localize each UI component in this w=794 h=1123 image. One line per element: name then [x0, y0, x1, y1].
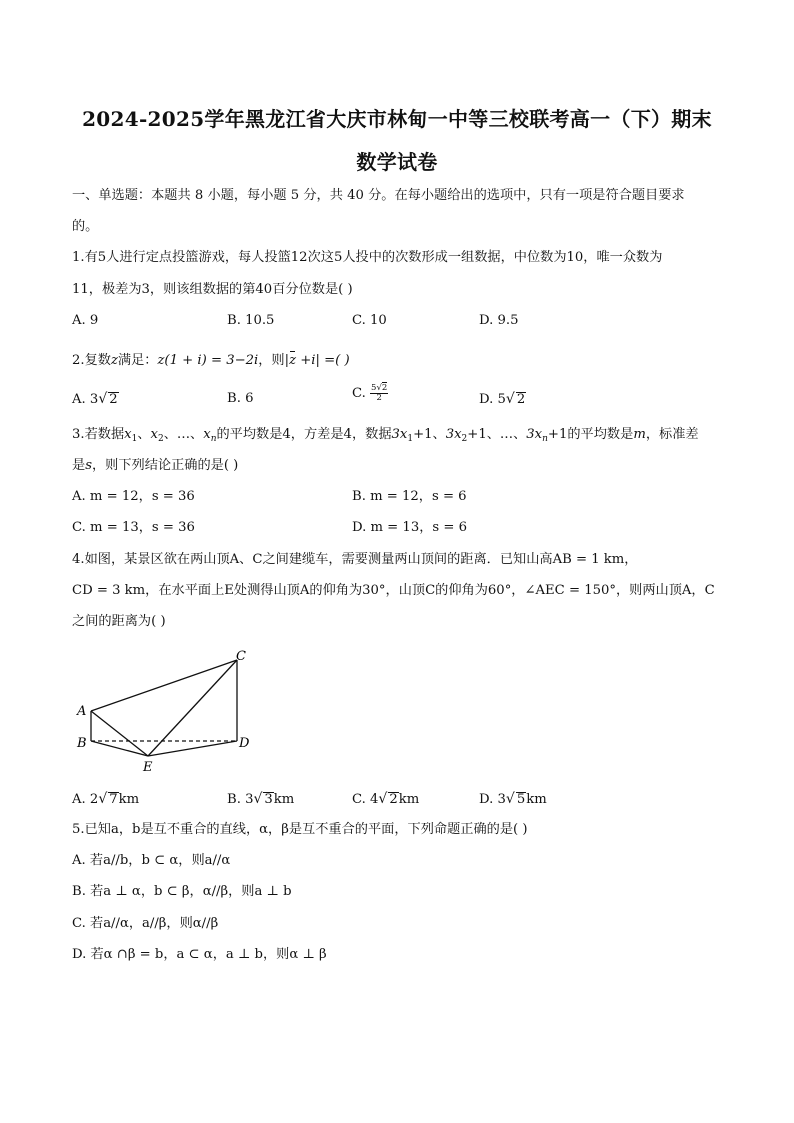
q3-expr: 3x: [445, 427, 462, 442]
q5-option-c: C. 若a//α，a//β，则α//β: [72, 916, 219, 931]
q1-option-d: D. 9.5: [479, 313, 519, 328]
q4-option-a-radicand: 7: [109, 792, 118, 807]
q1-stem-line2: 11，极差为3，则该组数据的第40百分位数是( ): [72, 282, 353, 297]
segment-ae: [91, 711, 148, 756]
q4-option-a: [72, 790, 139, 809]
label-d: D: [239, 736, 250, 751]
q2-mid: 满足：: [117, 353, 158, 368]
q4-option-b-unit: km: [273, 792, 295, 807]
q1-option-b: B. 10.5: [227, 313, 275, 328]
q4-option-c-unit: km: [398, 792, 420, 807]
sqrt-sign: √: [505, 791, 515, 807]
sqrt-sign: √: [376, 383, 382, 393]
q2-option-c-label: C.: [352, 386, 371, 401]
q3-option-a: A. m = 12，s = 36: [72, 489, 195, 504]
sqrt-sign: √: [378, 791, 388, 807]
q2-var: z: [110, 353, 118, 368]
frac-radicand: 2: [381, 383, 388, 393]
section-heading: 一、单选题：本题共 8 小题，每小题 5 分，共 40 分。在每小题给出的选项中，只有一项是符合题目要求: [72, 188, 685, 203]
q4-option-b: [227, 790, 294, 809]
exam-title-line1: 2024-2025学年黑龙江省大庆市林甸一中等三校联考高一（下）期末: [82, 107, 712, 131]
q3-text: ，则下列结论正确的是( ): [91, 458, 239, 473]
q4-option-d-label: D. 3: [479, 792, 506, 807]
q2-stem: [72, 352, 350, 370]
q3-stem-line1: [72, 426, 699, 448]
q3-text: 的平均数是4，方差是4，数据: [216, 427, 392, 442]
q4-option-d: [479, 790, 547, 809]
q2-option-a-label: A. 3: [72, 392, 99, 407]
q3-expr: +1、…、: [467, 427, 527, 442]
exam-title-line2: 数学试卷: [356, 150, 438, 174]
frac-denominator: 2: [376, 393, 382, 403]
q3-option-b: B. m = 12，s = 6: [352, 489, 467, 504]
sqrt-sign: √: [253, 791, 263, 807]
q3-sub: 1: [407, 434, 414, 444]
q2-option-a: [72, 390, 119, 409]
sqrt-sign: √: [98, 791, 108, 807]
q3-text: 是: [72, 458, 86, 473]
q3-text: 3.若数据: [72, 427, 125, 442]
q3-text: ，标准差: [645, 427, 699, 442]
sqrt-sign: √: [98, 391, 108, 407]
q1-option-c: C. 10: [352, 313, 387, 328]
q3-sep: 、: [137, 427, 151, 442]
label-e: E: [143, 760, 153, 775]
q1-stem-line1: 1.有5人进行定点投篮游戏，每人投篮12次这5人投中的次数形成一组数据，中位数为10，唯一众数为: [72, 250, 663, 265]
q3-expr: 3x: [526, 427, 543, 442]
q3-option-d: D. m = 13，s = 6: [352, 520, 467, 535]
q2-option-d: [479, 390, 526, 409]
q3-expr: 3x: [391, 427, 408, 442]
q3-x: x: [150, 427, 158, 442]
q2-option-d-label: D. 5: [479, 392, 506, 407]
q2-prefix: 2.复数: [72, 353, 111, 368]
q4-option-a-label: A. 2: [72, 792, 99, 807]
q3-x: x: [124, 427, 132, 442]
q3-sep: 、…、: [163, 427, 204, 442]
q4-option-b-radicand: 3: [264, 792, 273, 807]
q3-x: x: [203, 427, 211, 442]
q4-option-d-unit: km: [526, 792, 547, 807]
q4-option-d-radicand: 5: [516, 792, 526, 807]
q4-option-b-label: B. 3: [227, 792, 254, 807]
q4-stem-line2: CD = 3 km，在水平面上E处测得山顶A的仰角为30°，山顶C的仰角为60°，∠AEC = 150°，则两山顶A，C: [72, 583, 715, 598]
q3-stem-line2: [72, 457, 238, 475]
q2-option-a-radicand: 2: [109, 392, 118, 407]
q2-option-c: [352, 384, 388, 403]
q4-stem-line3: 之间的距离为( ): [72, 614, 166, 629]
q2-then: ，则|: [258, 353, 290, 368]
q2-after: +i| =( ): [296, 353, 350, 368]
q4-option-c-radicand: 2: [389, 792, 398, 807]
q2-option-b: B. 6: [227, 391, 254, 406]
label-b: B: [77, 736, 87, 751]
q3-sub: 2: [461, 434, 468, 444]
sqrt-sign: √: [505, 391, 515, 407]
q3-s: s: [85, 458, 92, 473]
q4-option-c-label: C. 4: [352, 792, 379, 807]
section-heading-cont: 的。: [72, 219, 99, 234]
segment-de: [148, 741, 237, 756]
q2-conjugate: z: [289, 353, 297, 368]
q2-option-d-radicand: 2: [516, 392, 526, 407]
label-a: A: [77, 704, 87, 719]
frac-numerator: 5: [371, 383, 377, 393]
q5-option-d: D. 若α ∩β = b，a ⊂ α，a ⊥ b，则α ⊥ β: [72, 947, 327, 962]
q5-stem: 5.已知a，b是互不重合的直线，α，β是互不重合的平面，下列命题正确的是( ): [72, 822, 528, 837]
q3-expr: +1: [547, 427, 568, 442]
q2-equation: z(1 + i) = 3−2i: [157, 353, 259, 368]
q3-sub: n: [542, 434, 548, 444]
q4-figure: [70, 645, 270, 775]
q1-option-a: A. 9: [72, 313, 99, 328]
q3-sub: 1: [131, 434, 138, 444]
q2-option-c-fraction: [370, 384, 388, 403]
q3-text: 的平均数是: [567, 427, 634, 442]
q4-option-c: [352, 790, 419, 809]
label-c: C: [236, 649, 246, 664]
q5-option-b: B. 若a ⊥ α，b ⊂ β，α//β，则a ⊥ b: [72, 884, 292, 899]
q3-sub: 2: [157, 434, 164, 444]
q4-option-a-unit: km: [118, 792, 140, 807]
q3-m: m: [633, 427, 646, 442]
q3-option-c: C. m = 13，s = 36: [72, 520, 195, 535]
q3-sub: n: [210, 434, 217, 444]
segment-ac: [91, 660, 237, 711]
q5-option-a: A. 若a//b，b ⊂ α，则a//α: [72, 853, 231, 868]
q4-stem-line1: 4.如图，某景区欲在两山顶A、C之间建缆车，需要测量两山顶间的距离．已知山高AB = 1 km，: [72, 552, 638, 567]
q3-expr: +1、: [413, 427, 446, 442]
